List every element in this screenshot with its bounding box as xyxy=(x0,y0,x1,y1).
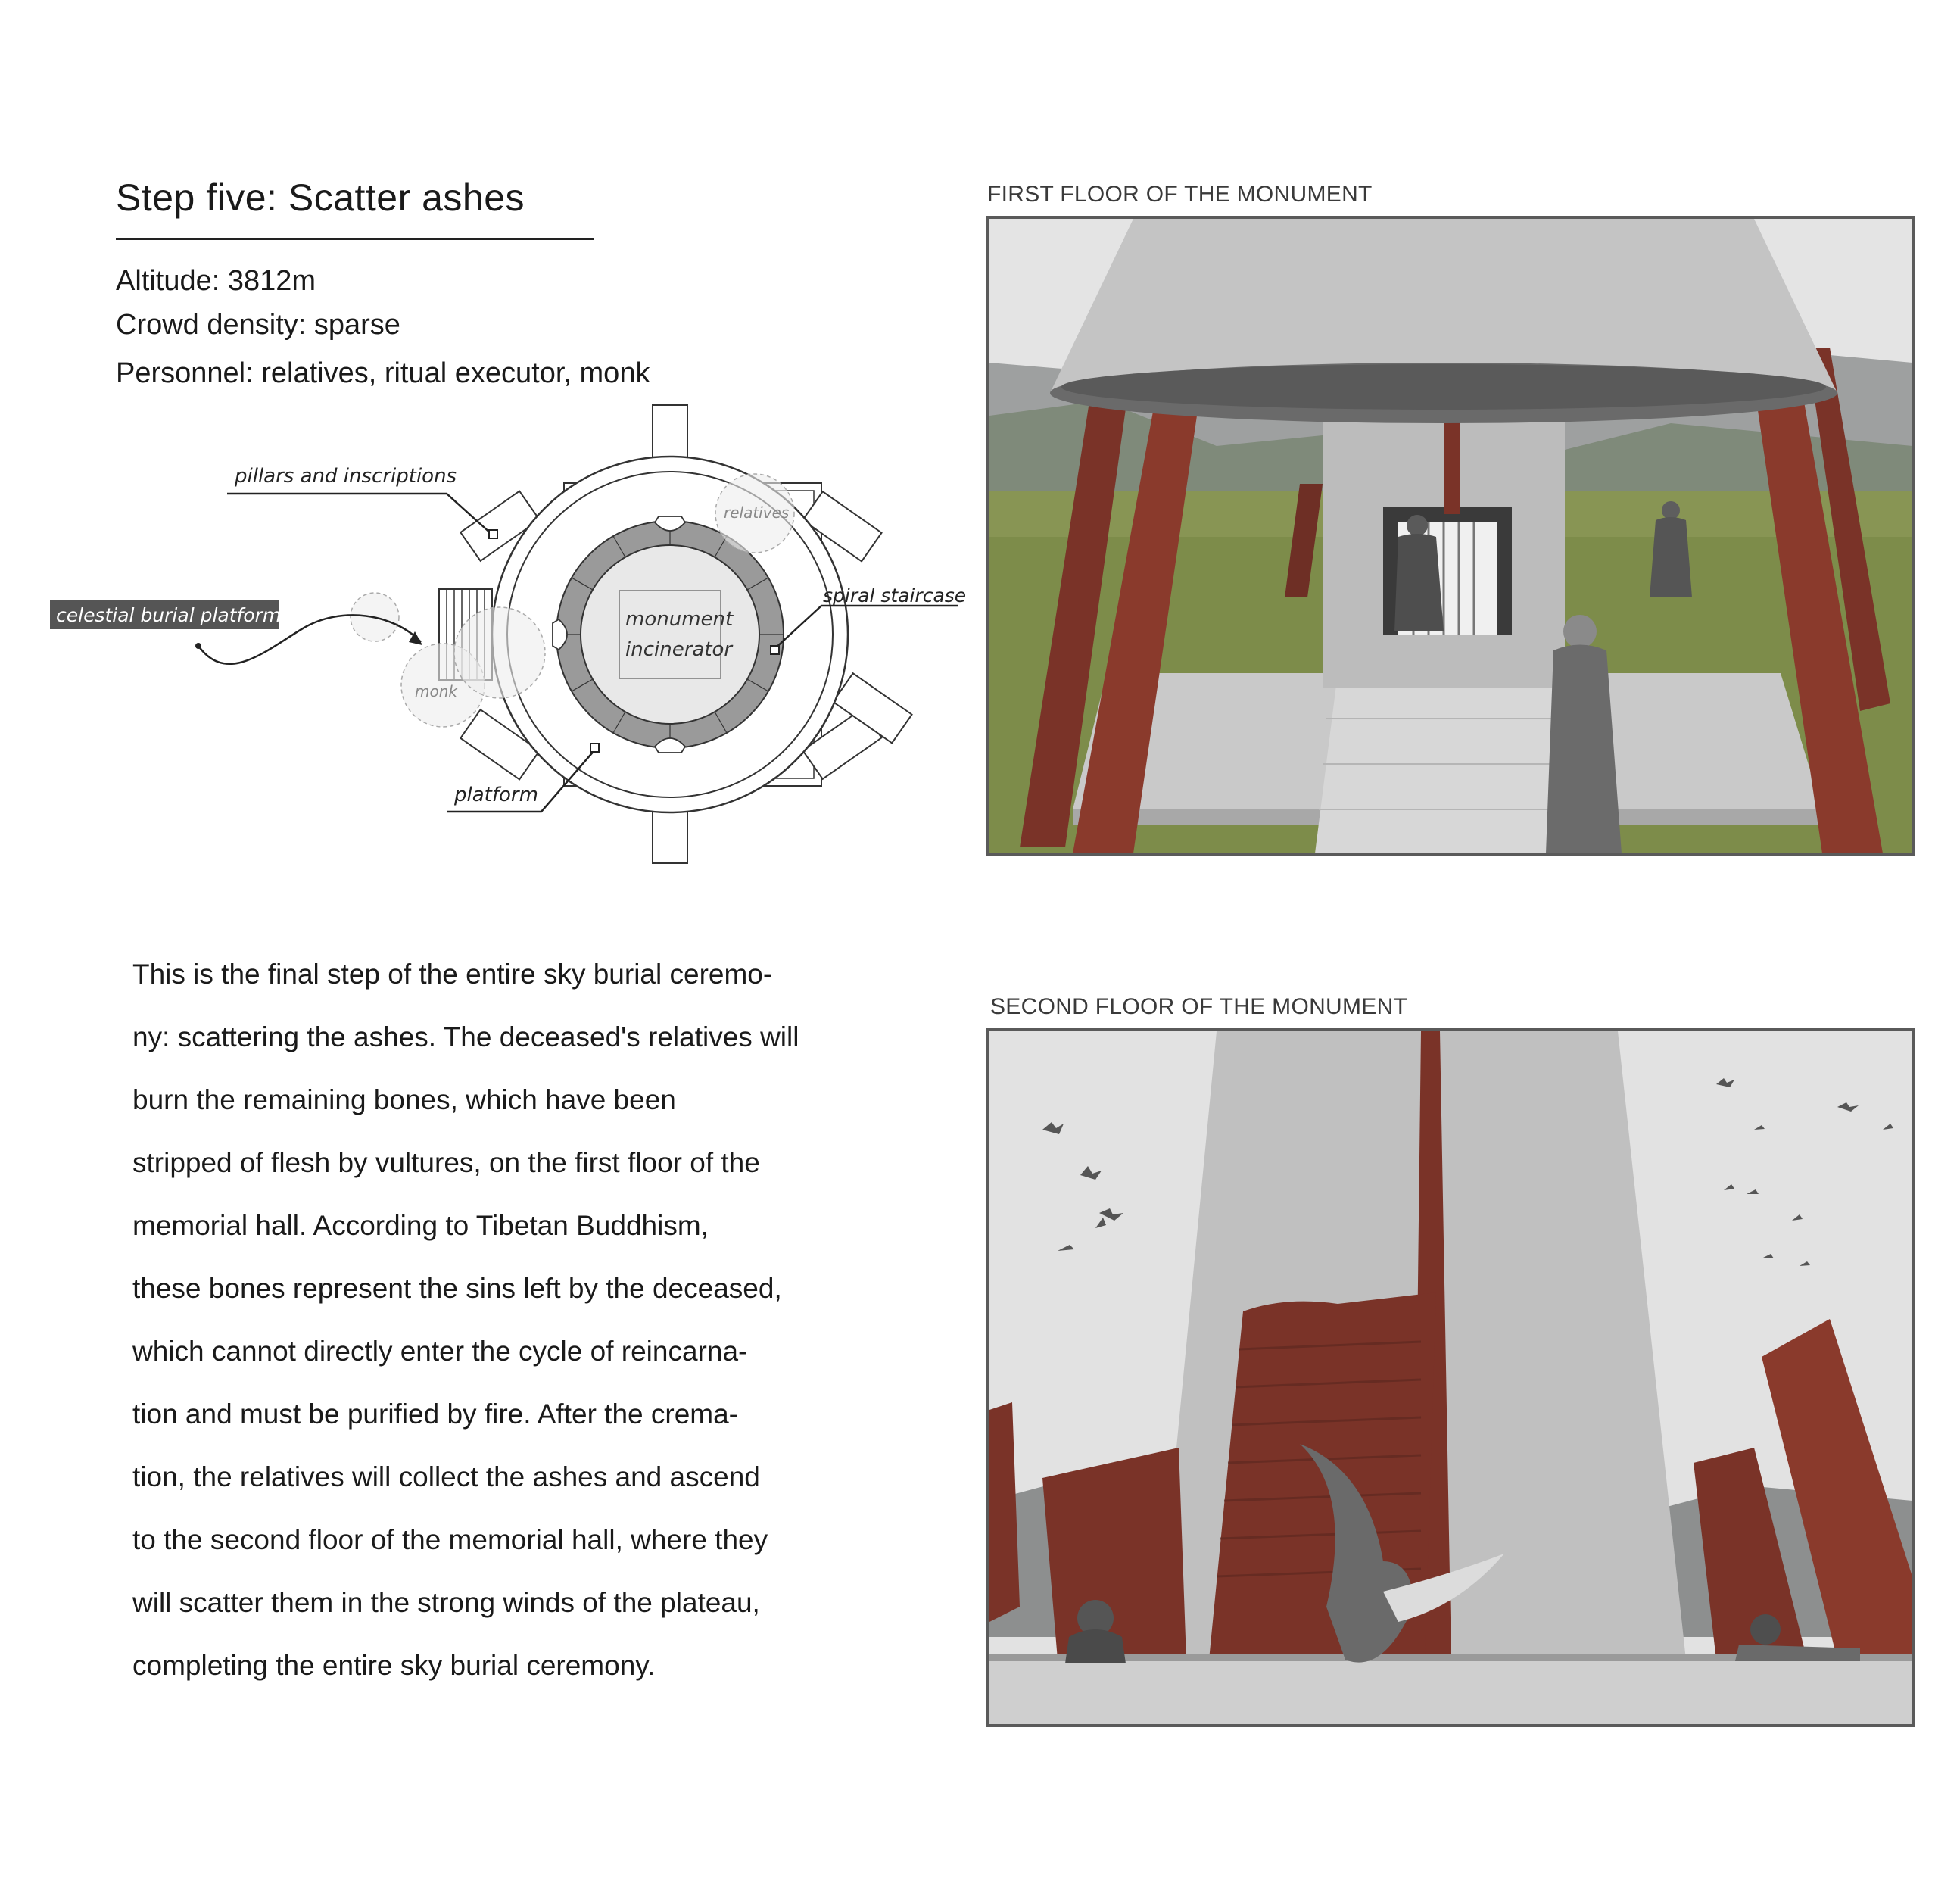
altitude-text: Altitude: 3812m xyxy=(116,265,316,297)
label-monument: monument xyxy=(625,608,734,631)
label-pillars: pillars and inscriptions xyxy=(235,465,457,488)
description-line: these bones represent the sins left by the deceased, xyxy=(132,1273,782,1304)
label-monk: monk xyxy=(415,682,457,700)
second-floor-illustration xyxy=(989,1031,1912,1724)
title-underline xyxy=(116,238,594,240)
red-pillar-left xyxy=(1042,1448,1186,1660)
description-line: to the second floor of the memorial hall, where they xyxy=(132,1524,768,1555)
description-line: burn the remaining bones, which have been xyxy=(132,1084,676,1115)
label-spiral-staircase: spiral staircase xyxy=(823,585,967,606)
description-line: memorial hall. According to Tibetan Buddhism, xyxy=(132,1210,709,1241)
step-title: Step five: Scatter ashes xyxy=(116,176,525,219)
floor-plan-diagram xyxy=(45,394,984,878)
plan-leader-dot xyxy=(195,643,201,649)
label-platform: platform xyxy=(454,784,538,806)
description-line: will scatter them in the strong winds of the plateau, xyxy=(132,1587,760,1618)
plan-monument-core xyxy=(581,545,759,724)
description-line: stripped of flesh by vultures, on the first floor of the xyxy=(132,1147,760,1178)
personnel-text: Personnel: relatives, ritual executor, monk xyxy=(116,357,650,389)
first-floor-illustration xyxy=(989,219,1912,853)
label-incinerator: incinerator xyxy=(625,638,733,661)
first-floor-render xyxy=(986,216,1915,856)
label-relatives: relatives xyxy=(724,504,790,522)
description-line: tion and must be purified by fire. After the crema- xyxy=(132,1398,738,1430)
description-line: This is the final step of the entire sky burial ceremo- xyxy=(132,959,773,990)
second-floor-caption: SECOND FLOOR OF THE MONUMENT xyxy=(990,994,1408,1019)
label-celestial-burial-platform: celestial burial platform xyxy=(56,604,282,626)
description-line: completing the entire sky burial ceremony. xyxy=(132,1650,656,1681)
parapet-wall xyxy=(989,1660,1912,1724)
description-line: which cannot directly enter the cycle of reincarna- xyxy=(132,1336,748,1367)
first-floor-caption: FIRST FLOOR OF THE MONUMENT xyxy=(987,182,1373,207)
description-line: tion, the relatives will collect the ashes and ascend xyxy=(132,1461,760,1492)
crowd-density-text: Crowd density: sparse xyxy=(116,309,400,341)
description-line: ny: scattering the ashes. The deceased's relatives will xyxy=(132,1021,799,1052)
second-floor-render xyxy=(986,1028,1915,1727)
description-paragraph xyxy=(132,943,829,1697)
